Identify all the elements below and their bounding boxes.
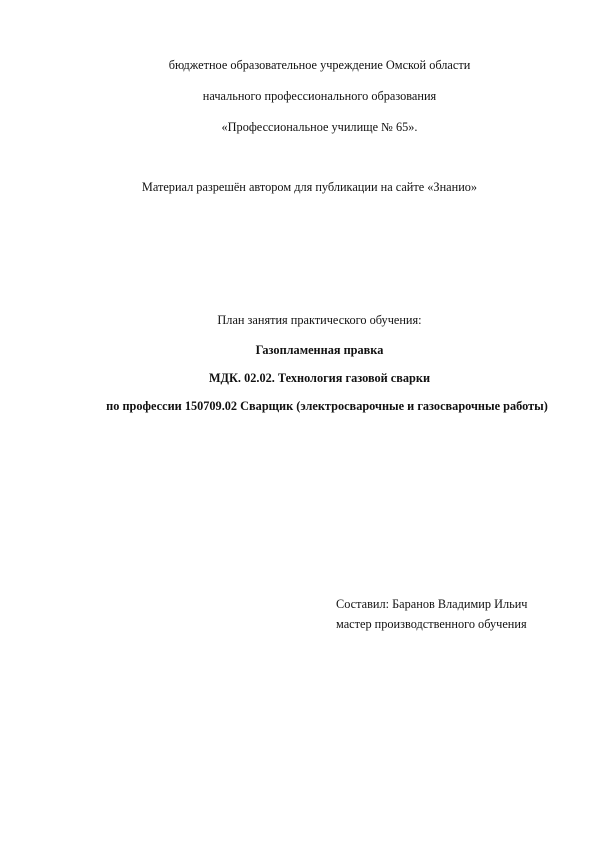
- organization-line-2: начального профессионального образования: [202, 89, 437, 103]
- plan-title: План занятия практического обучения:: [217, 313, 422, 327]
- publication-notice: Материал разрешён автором для публикации на сайте «Знанио»: [141, 180, 478, 194]
- organization-name: «Профессиональное училище № 65».: [221, 120, 418, 134]
- organization-line-1: бюджетное образовательное учреждение Омской области: [168, 58, 471, 72]
- author-name: Составил: Баранов Владимир Ильич: [336, 597, 528, 611]
- lesson-topic: Газопламенная правка: [255, 343, 384, 357]
- profession-line: по профессии 150709.02 Сварщик (электросварочные и газосварочные работы): [106, 399, 548, 413]
- course-module: МДК. 02.02. Технология газовой сварки: [208, 371, 431, 385]
- author-position: мастер производственного обучения: [336, 617, 527, 631]
